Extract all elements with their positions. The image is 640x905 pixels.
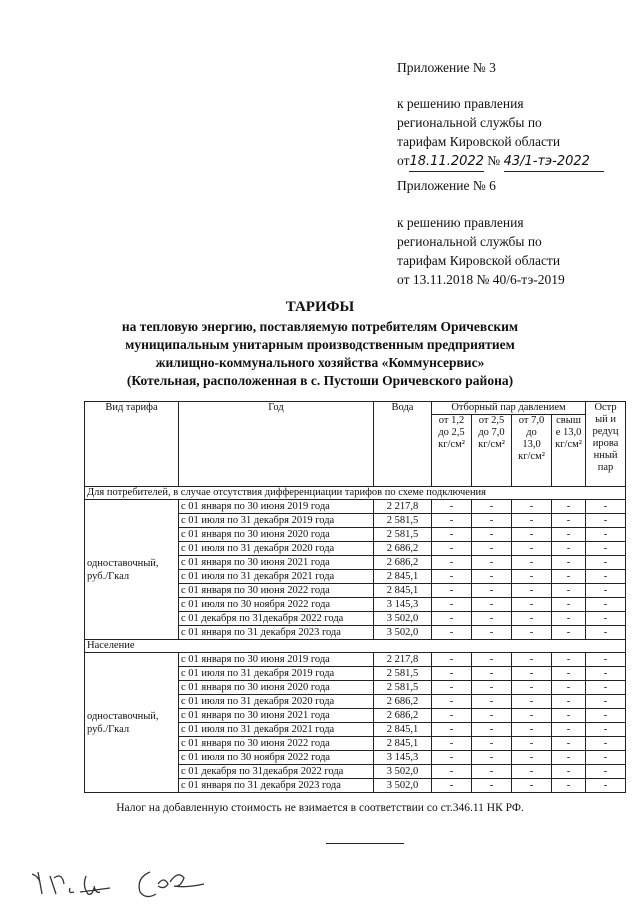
appendix-3-line: региональной службы по bbox=[397, 115, 542, 130]
tariff-type-line: одноставочный, bbox=[87, 557, 159, 569]
p3-cell: - bbox=[512, 779, 552, 793]
col-header-sharp-steam: Остр ый и редуц ирова нный пар bbox=[586, 402, 626, 487]
p2-cell: - bbox=[472, 667, 512, 681]
period-cell: с 01 января по 30 июня 2022 года bbox=[179, 737, 374, 751]
period-cell: с 01 января по 31 декабря 2023 года bbox=[179, 626, 374, 640]
sharp-cell: - bbox=[586, 612, 626, 626]
water-cell: 2 686,2 bbox=[374, 695, 432, 709]
p2-cell: - bbox=[472, 737, 512, 751]
handwritten-number: 43/1-тэ-2022 bbox=[504, 152, 604, 172]
sharp-cell: - bbox=[586, 709, 626, 723]
p2-cell: - bbox=[472, 723, 512, 737]
period-cell: с 01 января по 30 июня 2021 года bbox=[179, 709, 374, 723]
col-header-p2: от 2,5 до 7,0 кг/см² bbox=[472, 415, 512, 487]
water-cell: 3 145,3 bbox=[374, 598, 432, 612]
tariff-table-body bbox=[85, 487, 626, 793]
p2-cell: - bbox=[472, 681, 512, 695]
number-label: № bbox=[487, 153, 501, 168]
p1-cell: - bbox=[432, 514, 472, 528]
tariff-table bbox=[84, 401, 626, 793]
p4-cell: - bbox=[552, 514, 586, 528]
period-cell: с 01 июля по 31 декабря 2021 года bbox=[179, 570, 374, 584]
group-title: Население bbox=[85, 640, 626, 653]
p2-cell: - bbox=[472, 598, 512, 612]
sharp-cell: - bbox=[586, 695, 626, 709]
p1-cell: - bbox=[432, 570, 472, 584]
p4-cell: - bbox=[552, 528, 586, 542]
period-cell: с 01 июля по 31 декабря 2020 года bbox=[179, 542, 374, 556]
p1-cell: - bbox=[432, 500, 472, 514]
period-cell: с 01 июля по 31 декабря 2020 года bbox=[179, 695, 374, 709]
p1-cell: - bbox=[432, 626, 472, 640]
sharp-cell: - bbox=[586, 514, 626, 528]
col-header-p1: от 1,2 до 2,5 кг/см² bbox=[432, 415, 472, 487]
p4-cell: - bbox=[552, 695, 586, 709]
p2-cell: - bbox=[472, 500, 512, 514]
sharp-cell: - bbox=[586, 626, 626, 640]
sharp-cell: - bbox=[586, 598, 626, 612]
appendix-3-block bbox=[397, 58, 604, 172]
p3-cell: - bbox=[512, 653, 552, 667]
period-cell: с 01 января по 30 июня 2019 года bbox=[179, 500, 374, 514]
p2-cell: - bbox=[472, 751, 512, 765]
p3-cell: - bbox=[512, 570, 552, 584]
handwritten-signature bbox=[30, 862, 270, 902]
sharp-cell: - bbox=[586, 737, 626, 751]
period-cell: с 01 января по 30 июня 2020 года bbox=[179, 528, 374, 542]
water-cell: 2 686,2 bbox=[374, 556, 432, 570]
p3-cell: - bbox=[512, 737, 552, 751]
water-cell: 2 581,5 bbox=[374, 681, 432, 695]
p4-cell: - bbox=[552, 500, 586, 514]
p4-cell: - bbox=[552, 667, 586, 681]
p4-cell: - bbox=[552, 709, 586, 723]
p2-cell: - bbox=[472, 779, 512, 793]
p3-cell: - bbox=[512, 542, 552, 556]
p1-cell: - bbox=[432, 737, 472, 751]
p3-cell: - bbox=[512, 500, 552, 514]
col-header-p4: свыш е 13,0 кг/см² bbox=[552, 415, 586, 487]
p4-cell: - bbox=[552, 681, 586, 695]
water-cell: 2 581,5 bbox=[374, 528, 432, 542]
p1-cell: - bbox=[432, 556, 472, 570]
subtitle-line: на тепловую энергию, поставляемую потребителям Оричевским bbox=[121, 319, 519, 334]
document-title: ТАРИФЫ bbox=[285, 299, 355, 315]
p3-cell: - bbox=[512, 584, 552, 598]
p2-cell: - bbox=[472, 556, 512, 570]
p1-cell: - bbox=[432, 584, 472, 598]
table-row bbox=[85, 653, 626, 667]
water-cell: 3 502,0 bbox=[374, 612, 432, 626]
handwritten-date: 18.11.2022 bbox=[409, 152, 483, 172]
sharp-cell: - bbox=[586, 723, 626, 737]
sharp-cell: - bbox=[586, 556, 626, 570]
vat-note: Налог на добавленную стоимость не взимается в соответствии со ст.346.11 НК РФ. bbox=[116, 802, 524, 814]
p4-cell: - bbox=[552, 598, 586, 612]
water-cell: 2 845,1 bbox=[374, 723, 432, 737]
col-header-water: Вода bbox=[374, 402, 432, 487]
p2-cell: - bbox=[472, 528, 512, 542]
p1-cell: - bbox=[432, 779, 472, 793]
water-cell: 2 217,8 bbox=[374, 500, 432, 514]
table-row bbox=[85, 500, 626, 514]
p4-cell: - bbox=[552, 765, 586, 779]
subtitle-line: (Котельная, расположенная в с. Пустоши Оричевского района) bbox=[126, 373, 514, 388]
p3-cell: - bbox=[512, 626, 552, 640]
sharp-cell: - bbox=[586, 500, 626, 514]
p3-cell: - bbox=[512, 751, 552, 765]
appendix-6-line: региональной службы по bbox=[397, 234, 542, 249]
appendix-6-block bbox=[397, 176, 565, 289]
p3-cell: - bbox=[512, 709, 552, 723]
p3-cell: - bbox=[512, 556, 552, 570]
p3-cell: - bbox=[512, 723, 552, 737]
p2-cell: - bbox=[472, 612, 512, 626]
water-cell: 2 217,8 bbox=[374, 653, 432, 667]
p1-cell: - bbox=[432, 709, 472, 723]
tariff-type-line: руб./Гкал bbox=[87, 723, 130, 735]
sharp-cell: - bbox=[586, 751, 626, 765]
appendix-3-line: тарифам Кировской области bbox=[397, 134, 561, 149]
p1-cell: - bbox=[432, 612, 472, 626]
period-cell: с 01 июля по 30 ноября 2022 года bbox=[179, 598, 374, 612]
p2-cell: - bbox=[472, 765, 512, 779]
p4-cell: - bbox=[552, 612, 586, 626]
water-cell: 3 502,0 bbox=[374, 765, 432, 779]
period-cell: с 01 января по 30 июня 2020 года bbox=[179, 681, 374, 695]
sharp-cell: - bbox=[586, 542, 626, 556]
p1-cell: - bbox=[432, 765, 472, 779]
p3-cell: - bbox=[512, 514, 552, 528]
p3-cell: - bbox=[512, 528, 552, 542]
sharp-cell: - bbox=[586, 765, 626, 779]
p2-cell: - bbox=[472, 653, 512, 667]
water-cell: 2 581,5 bbox=[374, 667, 432, 681]
sharp-cell: - bbox=[586, 667, 626, 681]
appendix-3-title: Приложение № 3 bbox=[397, 60, 496, 75]
appendix-6-line: от 13.11.2018 № 40/6-тэ-2019 bbox=[397, 272, 565, 287]
p4-cell: - bbox=[552, 737, 586, 751]
p4-cell: - bbox=[552, 751, 586, 765]
p1-cell: - bbox=[432, 695, 472, 709]
p2-cell: - bbox=[472, 542, 512, 556]
period-cell: с 01 июля по 31 декабря 2021 года bbox=[179, 723, 374, 737]
tariff-type-cell bbox=[85, 653, 179, 793]
tariff-type-line: руб./Гкал bbox=[87, 570, 130, 582]
p4-cell: - bbox=[552, 723, 586, 737]
tariff-type-line: одноставочный, bbox=[87, 710, 159, 722]
p3-cell: - bbox=[512, 612, 552, 626]
p1-cell: - bbox=[432, 751, 472, 765]
p2-cell: - bbox=[472, 626, 512, 640]
p4-cell: - bbox=[552, 556, 586, 570]
period-cell: с 01 июля по 30 ноября 2022 года bbox=[179, 751, 374, 765]
p1-cell: - bbox=[432, 598, 472, 612]
col-header-type: Вид тарифа bbox=[85, 402, 179, 487]
period-cell: с 01 декабря по 31декабря 2022 года bbox=[179, 765, 374, 779]
sharp-cell: - bbox=[586, 528, 626, 542]
p4-cell: - bbox=[552, 779, 586, 793]
appendix-3-line: к решению правления bbox=[397, 96, 524, 111]
p4-cell: - bbox=[552, 653, 586, 667]
period-cell: с 01 января по 30 июня 2022 года bbox=[179, 584, 374, 598]
water-cell: 2 686,2 bbox=[374, 709, 432, 723]
appendix-6-title: Приложение № 6 bbox=[397, 178, 496, 193]
subtitle-line: жилищно-коммунального хозяйства «Коммунсервис» bbox=[155, 355, 485, 370]
sharp-cell: - bbox=[586, 653, 626, 667]
p4-cell: - bbox=[552, 584, 586, 598]
water-cell: 3 502,0 bbox=[374, 779, 432, 793]
sharp-cell: - bbox=[586, 779, 626, 793]
p2-cell: - bbox=[472, 514, 512, 528]
water-cell: 2 581,5 bbox=[374, 514, 432, 528]
water-cell: 2 845,1 bbox=[374, 737, 432, 751]
period-cell: с 01 января по 31 декабря 2023 года bbox=[179, 779, 374, 793]
water-cell: 3 502,0 bbox=[374, 626, 432, 640]
appendix-3-date-line bbox=[397, 151, 604, 172]
p4-cell: - bbox=[552, 542, 586, 556]
water-cell: 2 845,1 bbox=[374, 570, 432, 584]
p1-cell: - bbox=[432, 681, 472, 695]
p1-cell: - bbox=[432, 667, 472, 681]
sharp-cell: - bbox=[586, 570, 626, 584]
p3-cell: - bbox=[512, 765, 552, 779]
appendix-6-line: тарифам Кировской области bbox=[397, 253, 561, 268]
period-cell: с 01 июля по 31 декабря 2019 года bbox=[179, 514, 374, 528]
p2-cell: - bbox=[472, 584, 512, 598]
p4-cell: - bbox=[552, 570, 586, 584]
col-header-p3: от 7,0 до 13,0 кг/см² bbox=[512, 415, 552, 487]
p2-cell: - bbox=[472, 695, 512, 709]
p4-cell: - bbox=[552, 626, 586, 640]
appendix-6-line: к решению правления bbox=[397, 215, 524, 230]
divider-line bbox=[326, 843, 404, 844]
water-cell: 3 145,3 bbox=[374, 751, 432, 765]
water-cell: 2 686,2 bbox=[374, 542, 432, 556]
period-cell: с 01 января по 30 июня 2019 года bbox=[179, 653, 374, 667]
col-header-year: Год bbox=[179, 402, 374, 487]
p1-cell: - bbox=[432, 528, 472, 542]
sharp-cell: - bbox=[586, 584, 626, 598]
period-cell: с 01 января по 30 июня 2021 года bbox=[179, 556, 374, 570]
p3-cell: - bbox=[512, 598, 552, 612]
period-cell: с 01 июля по 31 декабря 2019 года bbox=[179, 667, 374, 681]
p1-cell: - bbox=[432, 653, 472, 667]
p3-cell: - bbox=[512, 681, 552, 695]
group-title: Для потребителей, в случае отсутствия дифференциации тарифов по схеме подключения bbox=[85, 487, 626, 500]
period-cell: с 01 декабря по 31декабря 2022 года bbox=[179, 612, 374, 626]
p2-cell: - bbox=[472, 570, 512, 584]
p2-cell: - bbox=[472, 709, 512, 723]
subtitle-line: муниципальным унитарным производственным предприятием bbox=[125, 337, 515, 352]
date-prefix: от bbox=[397, 153, 410, 168]
p1-cell: - bbox=[432, 723, 472, 737]
sharp-cell: - bbox=[586, 681, 626, 695]
water-cell: 2 845,1 bbox=[374, 584, 432, 598]
p3-cell: - bbox=[512, 695, 552, 709]
col-header-steam: Отборный пар давлением bbox=[432, 402, 586, 415]
p1-cell: - bbox=[432, 542, 472, 556]
document-subtitle bbox=[0, 318, 640, 390]
p3-cell: - bbox=[512, 667, 552, 681]
tariff-type-cell bbox=[85, 500, 179, 640]
